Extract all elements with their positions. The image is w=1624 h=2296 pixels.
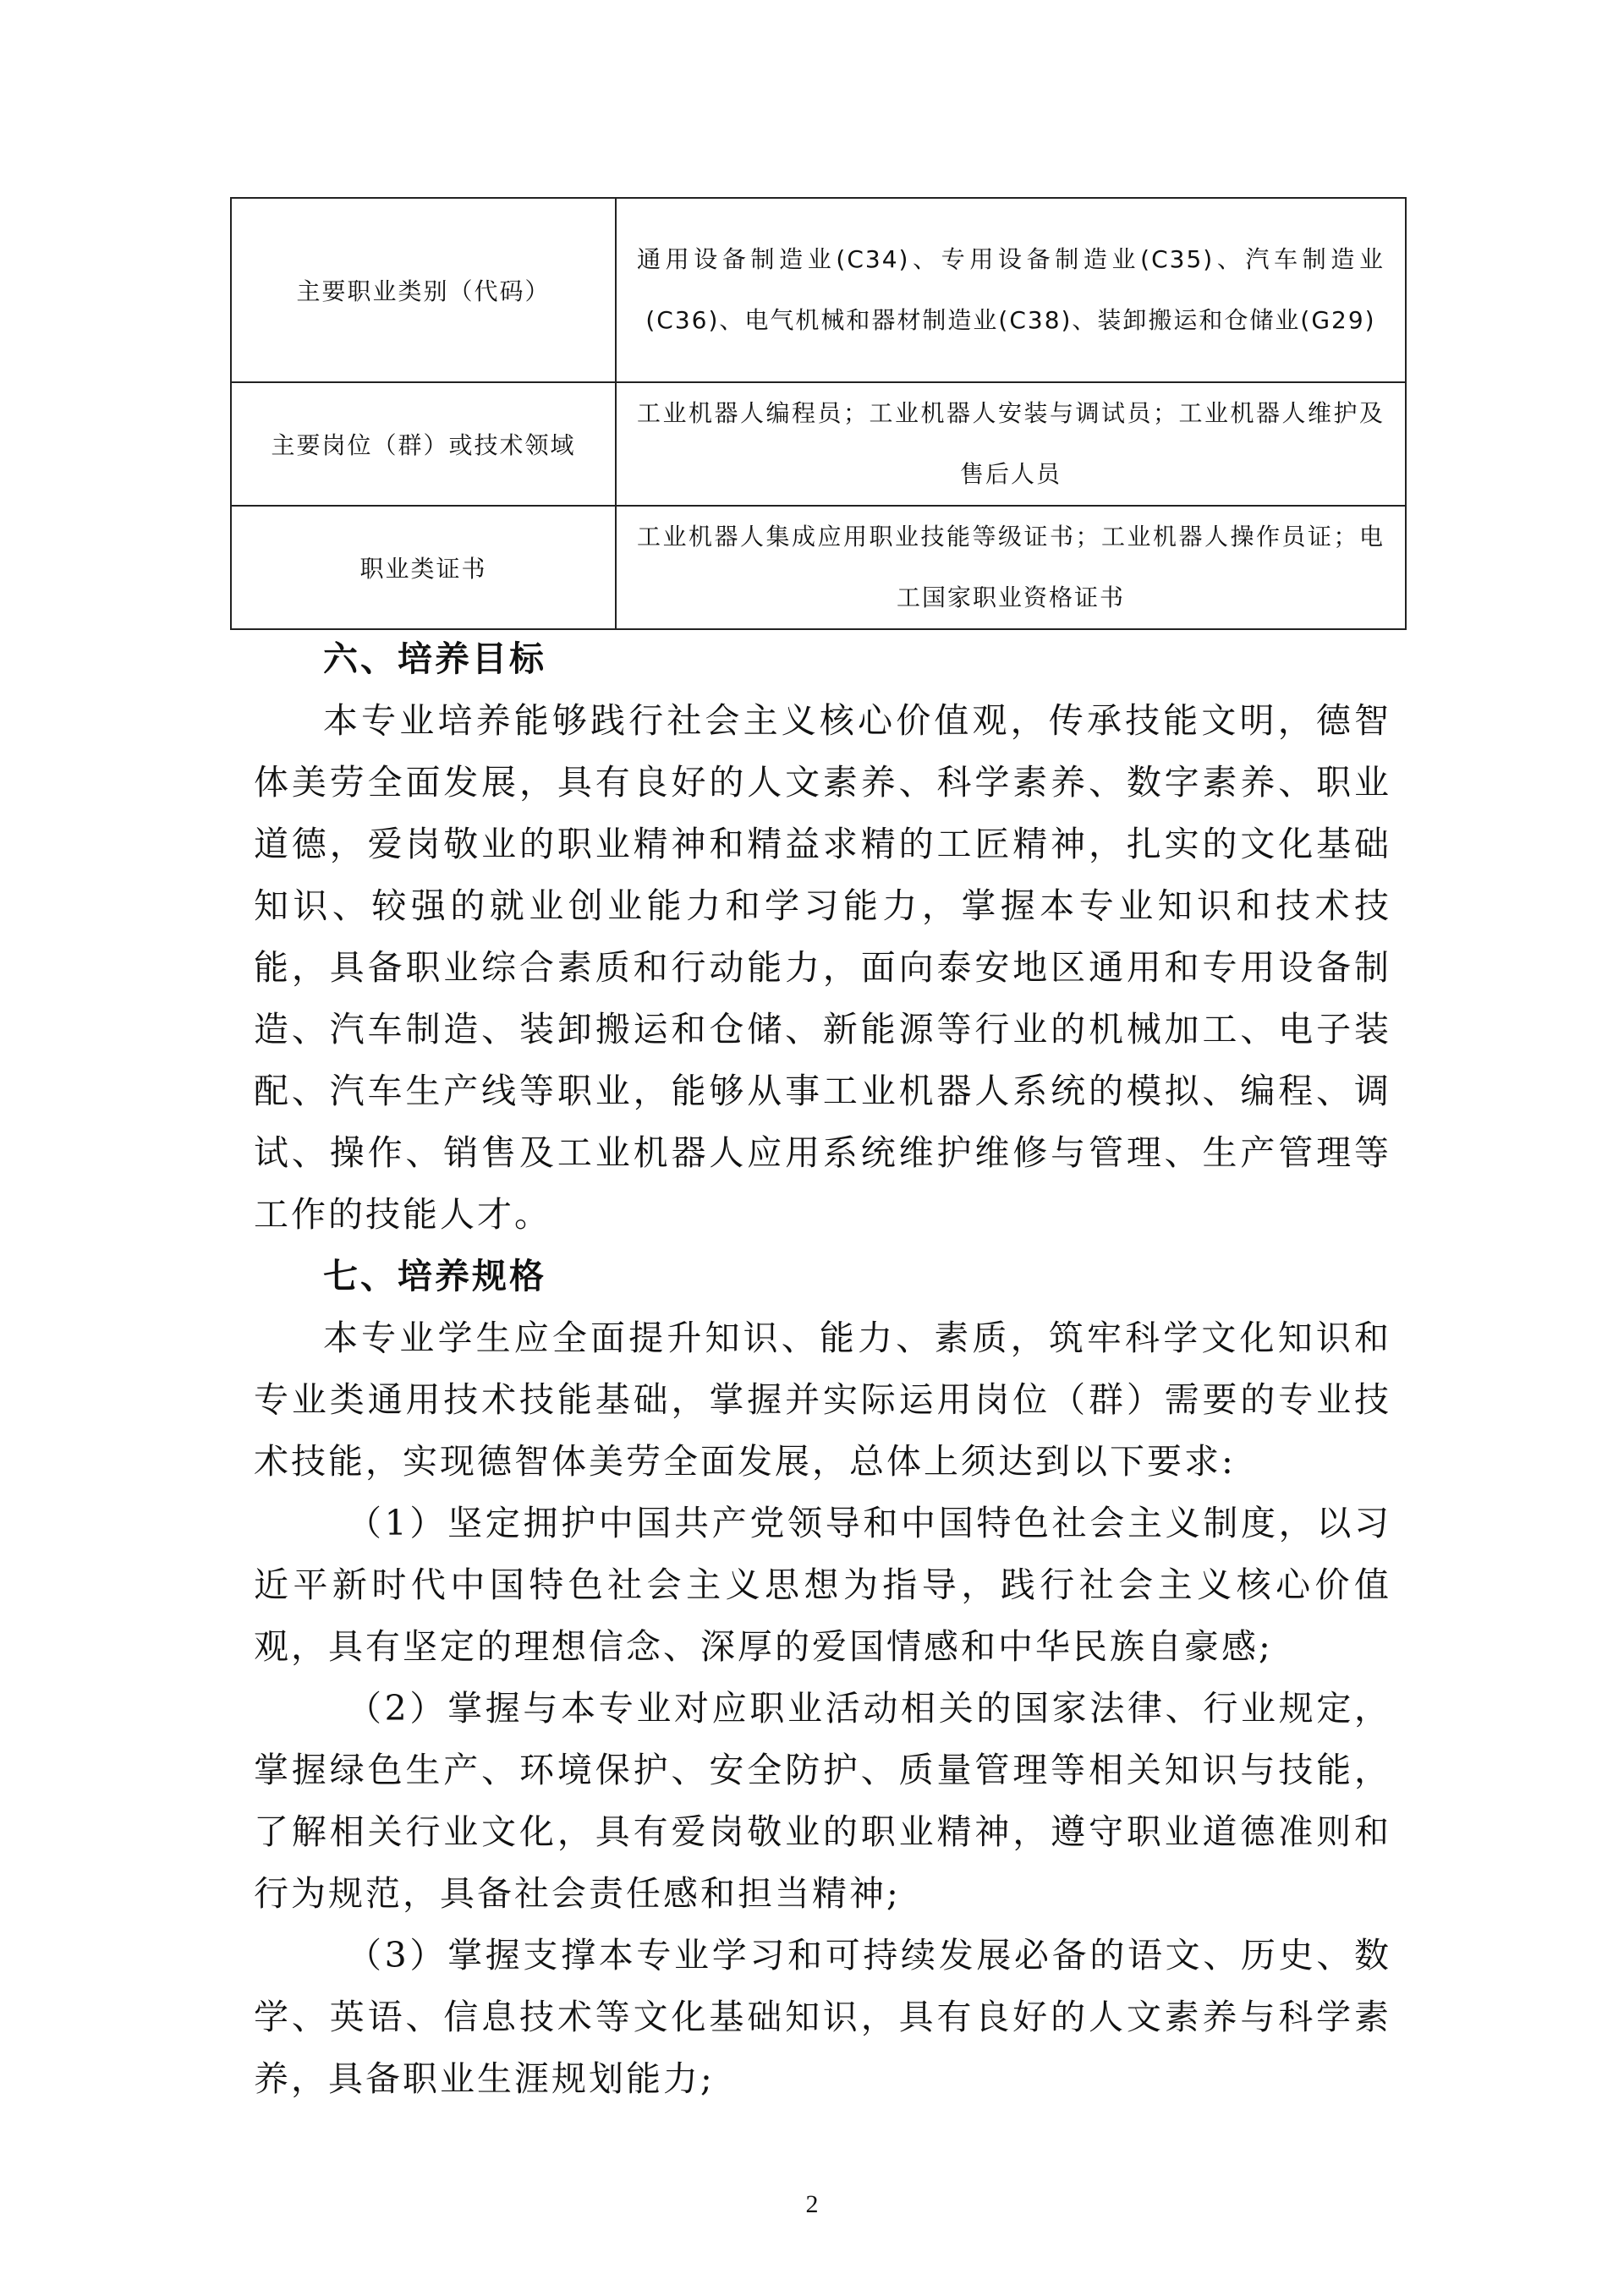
section-heading-training-goal: 六、培养目标 [323, 638, 546, 679]
requirement-item: （2）掌握与本专业对应职业活动相关的国家法律、行业规定，掌握绿色生产、环境保护、安全防护、质量管理等相关知识与技能，了解相关行业文化，具有爱岗敬业的职业精神，遵守职业道德准则和行为规范，具备社会责任感和担当精神; [254, 1688, 1391, 1914]
requirement-item: （3）掌握支撑本专业学习和可持续发展必备的语文、历史、数学、英语、信息技术等文化基础知识，具有良好的人文素养与科学素养，具备职业生涯规划能力; [254, 1935, 1391, 2099]
table-value-cell: 通用设备制造业(C34)、专用设备制造业(C35)、汽车制造业(C36)、电气机械和器材制造业(C38)、装卸搬运和仓储业(G29) [616, 198, 1406, 382]
occupation-info-table [230, 197, 1407, 630]
table-label-cell: 主要岗位（群）或技术领域 [231, 382, 616, 506]
table-row [231, 382, 1406, 506]
requirement-item: （1）坚定拥护中国共产党领导和中国特色社会主义制度，以习近平新时代中国特色社会主义思想为指导，践行社会主义核心价值观，具有坚定的理想信念、深厚的爱国情感和中华民族自豪感; [254, 1503, 1391, 1667]
table-label-cell: 主要职业类别（代码） [231, 198, 616, 382]
table-row [231, 506, 1406, 629]
training-spec-intro: 本专业学生应全面提升知识、能力、素质，筑牢科学文化知识和专业类通用技术技能基础，掌握并实际运用岗位（群）需要的专业技术技能，实现德智体美劳全面发展，总体上须达到以下要求: [254, 1318, 1391, 1482]
document-body [254, 628, 1391, 2110]
section-heading-training-spec: 七、培养规格 [323, 1256, 546, 1296]
training-goal-paragraph: 本专业培养能够践行社会主义核心价值观，传承技能文明，德智体美劳全面发展，具有良好的人文素养、科学素养、数字素养、职业道德，爱岗敬业的职业精神和精益求精的工匠精神，扎实的文化基础知识、较强的就业创业能力和学习能力，掌握本专业知识和技术技能，具备职业综合素质和行动能力，面向泰安地区通用和专用设备制造、汽车制造、装卸搬运和仓储、新能源等行业的机械加工、电子装配、汽车生产线等职业，能够从事工业机器人系统的模拟、编程、调试、操作、销售及工业机器人应用系统维护维修与管理、生产管理等工作的技能人才。 [254, 700, 1391, 1235]
page-number: 2 [805, 2190, 819, 2218]
table-label-cell: 职业类证书 [231, 506, 616, 629]
table-value-cell: 工业机器人编程员；工业机器人安装与调试员；工业机器人维护及售后人员 [616, 382, 1406, 506]
table-row [231, 198, 1406, 382]
table-value-cell: 工业机器人集成应用职业技能等级证书；工业机器人操作员证；电工国家职业资格证书 [616, 506, 1406, 629]
